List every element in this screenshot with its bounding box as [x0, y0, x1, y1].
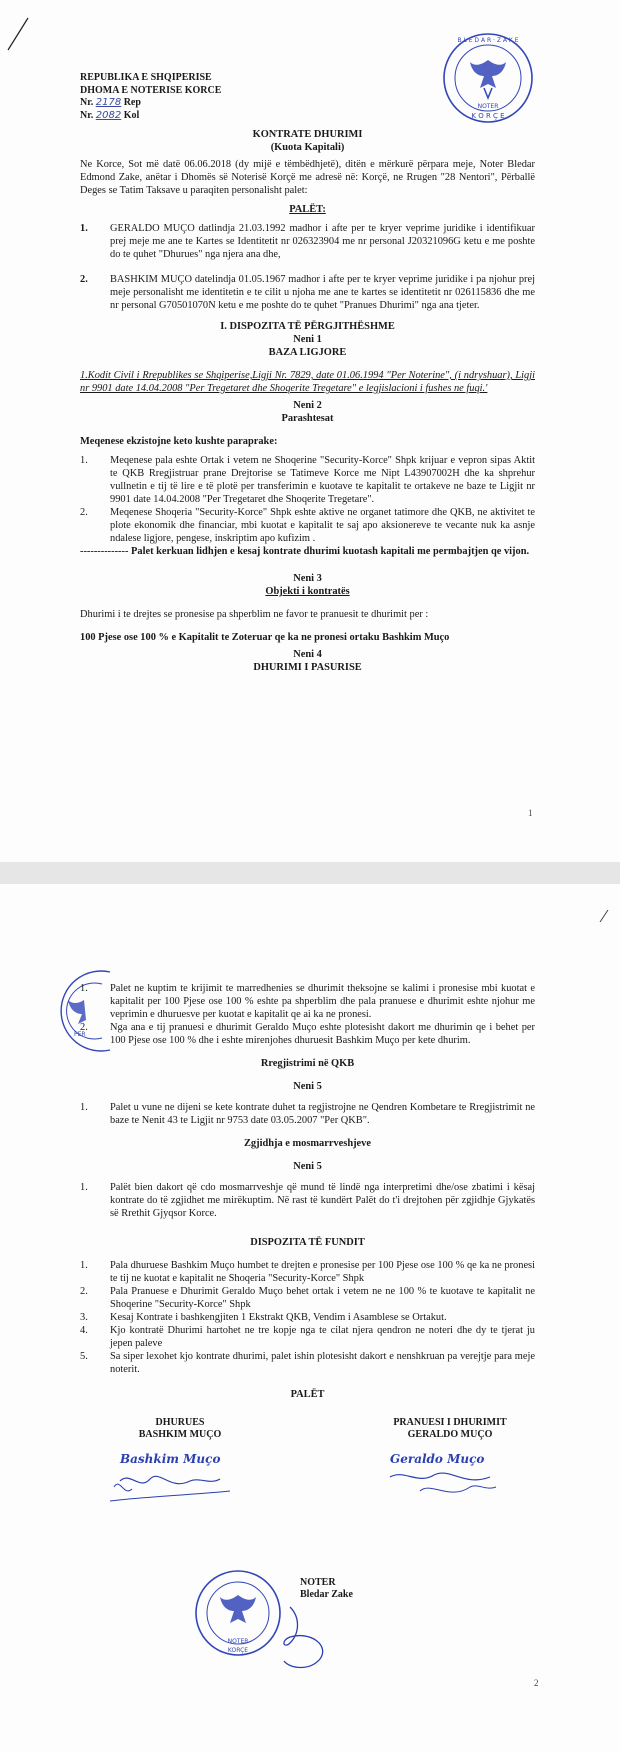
- svg-text:PER: PER: [74, 1031, 86, 1038]
- clause-item: 1. Palet ne kuptim te krijimit te marredhenies se dhurimit theksojne se kalimi i pronesise mbi kuotat e kapitalit per 100 Pjese ose 100 % eshte pa shperblim dhe pala pranuese e dhurimit eshte njohur me veprimin e dhuruesve per kuotat e kapitalit qe ai ka ne pronesi.: [80, 983, 535, 1020]
- conditions-list: [80, 454, 535, 545]
- qkb-text: Palet u vune ne dijeni se kete kontrate duhet ta regjistrojne ne Qendren Kombetare te Rregjistrimit ne baze te Nenit 43 te Ligjit nr 9753 date 03.05.2007 "Per QKB".: [110, 1102, 535, 1126]
- neni-5-b: Neni 5: [293, 1161, 322, 1172]
- donor-role: DHURUES: [155, 1417, 205, 1428]
- donor-name: BASHKIM MUÇO: [138, 1429, 222, 1440]
- parties-list: [80, 222, 535, 312]
- donation-clauses: [80, 982, 535, 1047]
- qkb-list: [80, 1101, 535, 1127]
- document-page-2: [0, 884, 620, 1752]
- header-republic: REPUBLIKA E SHQIPERISE: [80, 72, 212, 83]
- party-1-text: GERALDO MUÇO datlindja 21.03.1992 madhor i afte per te kryer veprime juridike i identifikuar prej meje me ane te Kartes se Identitetit nr 026323904 me nr personal J20321096G ketu e me poshte do te quhet "Dhurues" nga njera ana dhe,: [110, 223, 535, 260]
- svg-text:B L E D A R · Z A K E: B L E D A R · Z A K E: [457, 37, 519, 44]
- intro-paragraph: Ne Korce, Sot më datë 06.06.2018 (dy mijë e tëmbëdhjetë), ditën e mërkurë përpara meje, Noter Bledar Edmond Zake, anëtar i Dhomës së Noterisë Korçë me adresë në: Korçë, ne Rrugen "28 Nentori", Përballë Deges se Tatim Taksave u paraqiten personalisht palet:: [80, 159, 535, 196]
- condition-2-text: Meqenese Shoqeria "Security-Korce" Shpk eshte aktive ne organet tatimore dhe QKB, ne aktivitet te plote ekonomik dhe financiar, mbi kuotat e kapitalit te saj apo aksionereve te vecante nuk ka asnje ndalese ligjore, pengese, inskriptim apo kufizim .: [110, 507, 535, 544]
- notary-name: Bledar Zake: [300, 1589, 353, 1600]
- legal-basis: 1.Kodit Civil i Rrepublikes se Shqiperise,Ligji Nr. 7829, date 01.06.1994 "Per Noterine", (i ndryshuar), Ligji nr 9901 date 14.04.2008 "Per Tregetaret dhe Shoqerite Tregetare" e legjislacioni i fushes ne fuqi.': [80, 370, 535, 394]
- final-item: 3. Kesaj Kontrate i bashkengjiten 1 Ekstrakt QKB, Vendim i Asamblese se Ortakut.: [80, 1312, 447, 1323]
- section-1-heading: I. DISPOZITA TË PËRGJITHËSHME: [220, 321, 395, 332]
- notary-handwritten-signature: [260, 1597, 370, 1677]
- svg-text:K O R Ç E: K O R Ç E: [471, 112, 505, 120]
- party-item: 2. BASHKIM MUÇO datelindja 01.05.1967 madhor i afte per te kryer veprime juridike i pa njohur prej meje personalisht me identitetin e te cilit u njoha me ane te kartes se identitetit nr 026115836 dhe me nr personal G70501070N ketu e me poshte do te quhet "Pranues Dhurimi" nga ana tjeter.: [80, 274, 535, 311]
- final-provisions-heading: DISPOZITA TË FUNDIT: [250, 1237, 365, 1248]
- final-item: 4. Kjo kontratë Dhurimi hartohet ne tre kopje nga te cilat njera qendron ne noteri dhe dy te tjerat ju jepen paleve: [80, 1325, 535, 1349]
- contract-subtitle: (Kuota Kapitali): [270, 142, 345, 153]
- notary-title: NOTER: [300, 1577, 336, 1588]
- neni-4-title: DHURIMI I PASURISE: [253, 662, 362, 673]
- nr-label: Nr.: [80, 97, 94, 108]
- page1-content: [80, 72, 535, 674]
- final-5-text: Sa siper lexohet kjo kontrate dhurimi, palet ishin plotesisht dakort e nenshkruan pa verejtje para meje noterit.: [110, 1351, 535, 1375]
- clause-item: 2. Nga ana e tij pranuesi e dhurimit Geraldo Muço eshte plotesisht dakort me dhurimin qe i behet per 100 Pjese ose 100 % dhe i eshte mirenjohes dhuruesit Bashkim Muço per kete dhurim.: [80, 1022, 535, 1046]
- pen-mark: [596, 906, 616, 926]
- page-gap: [0, 862, 620, 884]
- condition-item: 2. Meqenese Shoqeria "Security-Korce" Shpk eshte aktive ne organet tatimore dhe QKB, ne aktivitet te plote ekonomik dhe financiar, mbi kuotat e kapitalit te saj apo aksionereve te vecante nuk ka asnje ndalese ligjore, pengese, inskriptim apo kufizim .: [80, 507, 535, 544]
- svg-text:Geraldo Muço: Geraldo Muço: [390, 1452, 485, 1466]
- final-provisions-list: [80, 1259, 535, 1376]
- svg-text:NOTER: NOTER: [227, 1638, 249, 1645]
- shares-text: 100 Pjese ose 100 % e Kapitalit te Zoteruar qe ka ne pronesi ortaku Bashkim Muço: [80, 632, 450, 643]
- page2-content: [80, 982, 535, 1654]
- donor-handwritten-signature: [80, 1441, 280, 1511]
- party-2-text: BASHKIM MUÇO datelindja 01.05.1967 madhor i afte per te kryer veprime juridike i pa njohur prej meje personalisht me identitetin e te cilit u njoha me ane te kartes se identitetit nr 026115836 dhe me nr personal G70501070N ketu e me poshte do te quhet "Pranues Dhurimi" nga ana tjeter.: [110, 274, 535, 311]
- disputes-text: Palët bien dakort që cdo mosmarrveshje që mund të lindë nga interpretimi dhe/ose zbatimi i kësaj kontrate do të zgjidhet me mirëkuptim. Në rast të kundërt Palët do t'i drejtohen për zgjidhje Gjykatës së Rrethit Gjyqsor Korce.: [110, 1182, 535, 1219]
- page-number: 1: [528, 808, 533, 818]
- neni-2-title: Parashtesat: [281, 413, 334, 424]
- donation-text: Dhurimi i te drejtes se pronesise pa shperblim ne favor te pranuesit te dhurimit per :: [80, 609, 429, 620]
- qkb-heading: Rregjistrimi në QKB: [260, 1058, 355, 1069]
- final-4-text: Kjo kontratë Dhurimi hartohet ne tre kopje nga te cilat njera qendron ne noteri dhe dy te tjerat ju jepen paleve: [110, 1325, 535, 1349]
- neni-5-a: Neni 5: [293, 1081, 322, 1092]
- disputes-item: 1. Palët bien dakort që cdo mosmarrveshje që mund të lindë nga interpretimi dhe/ose zbatimi i kësaj kontrate do të zgjidhet me mirëkuptim. Në rast të kundërt Palët do t'i drejtohen për zgjidhje Gjykatës së Rrethit Gjyqsor Korce.: [80, 1182, 535, 1219]
- qkb-item: 1. Palet u vune ne dijeni se kete kontrate duhet ta regjistrojne ne Qendren Kombetare te Rregjistrimit ne baze te Nenit 43 te Ligjit nr 9753 date 03.05.2007 "Per QKB".: [80, 1102, 535, 1126]
- recipient-signature: [360, 1417, 540, 1515]
- conditions-heading: Meqenese ekzistojne keto kushte paraprake:: [80, 436, 278, 447]
- condition-1-text: Meqenese pala eshte Ortak i vetem ne Shoqerine "Security-Korce" Shpk krijuar e vepron sipas Aktit te QKB Rregjistruar prane Drejtorise se Tatimeve Korce me Nipt L43907002H dhe ka shprehur vullnetin e tij të lire e të plotë per transferimin e kuotave te kapitalit te ortakeve ne baze te Ligjit nr 9901 date 14.04.2008 "Per Tregetaret dhe Shoqerite Tregetare".: [110, 455, 535, 505]
- final-item: 2. Pala Pranuese e Dhurimit Geraldo Muço behet ortak i vetem ne ne 100 % te kuotave te kapitalit ne Shoqerine "Security-Korce" Shpk: [80, 1286, 535, 1310]
- recipient-role: PRANUESI I DHURIMIT: [393, 1417, 507, 1428]
- recipient-handwritten-signature: [360, 1441, 540, 1511]
- nr-rep-suffix: Rep: [123, 97, 141, 108]
- neni-1: Neni 1: [293, 334, 322, 345]
- contract-title: KONTRATE DHURIMI: [252, 129, 363, 140]
- disputes-heading: Zgjidhja e mosmarrveshjeve: [244, 1138, 371, 1149]
- disputes-list: [80, 1181, 535, 1220]
- clause-1-text: Palet ne kuptim te krijimit te marredhenies se dhurimit theksojne se kalimi i pronesise mbi kuotat e kapitalit per 100 Pjese ose 100 % eshte pa shperblim dhe pala pranuese e dhurimit eshte njohur me veprimin e dhuruesve per kuotat e kapitalit qe ai ka ne pronesi.: [110, 983, 535, 1020]
- nr-rep-value: 2178: [95, 97, 122, 108]
- header-nr-kol: [80, 110, 535, 123]
- clause-2-text: Nga ana e tij pranuesi e dhurimit Geraldo Muço eshte plotesisht dakort me dhurimin qe i behet per 100 Pjese ose 100 % dhe i eshte mirenjohes dhuruesit Bashkim Muço per kete dhurim.: [110, 1022, 535, 1046]
- final-item: 1. Pala dhuruese Bashkim Muço humbet te drejten e pronesise per 100 Pjese ose 100 % qe ka ne pronesi te tij ne kuotat e kapitalit ne Shoqeria "Security-Korce" Shpk: [80, 1260, 535, 1284]
- document-page-1: [0, 0, 620, 862]
- final-1-text: Pala dhuruese Bashkim Muço humbet te drejten e pronesise per 100 Pjese ose 100 % qe ka ne pronesi te tij ne kuotat e kapitalit ne Shoqeria "Security-Korce" Shpk: [110, 1260, 535, 1284]
- neni-3: Neni 3: [293, 573, 322, 584]
- nr-kol-suffix: Kol: [123, 109, 140, 121]
- recipient-name: GERALDO MUÇO: [407, 1429, 493, 1440]
- svg-text:Bashkim Muço: Bashkim Muço: [120, 1452, 221, 1466]
- header-nr-rep: [80, 97, 535, 110]
- pen-mark: [4, 14, 34, 54]
- neni-3-title: Objekti i kontratës: [265, 586, 350, 597]
- svg-text:NOTER: NOTER: [477, 103, 499, 110]
- nr-kol-value: 2082: [95, 109, 122, 121]
- nr-label: Nr.: [80, 109, 94, 121]
- signatures-heading: PALËT: [290, 1389, 325, 1400]
- parties-heading: PALËT:: [289, 204, 326, 215]
- final-2-text: Pala Pranuese e Dhurimit Geraldo Muço behet ortak i vetem ne ne 100 % te kuotave te kapitalit ne Shoqerine "Security-Korce" Shpk: [110, 1286, 535, 1310]
- condition-item: 1. Meqenese pala eshte Ortak i vetem ne Shoqerine "Security-Korce" Shpk krijuar e vepron sipas Aktit te QKB Rregjistruar prane Drejtorise se Tatimeve Korce me Nipt L43907002H dhe ka shprehur vullnetin e tij të lire e të plotë per transferimin e kuotave te kapitalit te ortakeve ne baze te Ligjit nr 9901 date 14.04.2008 "Per Tregetaret dhe Shoqerite Tregetare".: [80, 455, 535, 505]
- header-chamber: DHOMA E NOTERISE KORCE: [80, 84, 222, 96]
- party-item: 1. GERALDO MUÇO datlindja 21.03.1992 madhor i afte per te kryer veprime juridike i identifikuar prej meje me ane te Kartes se Identitetit nr 026323904 me nr personal J20321096G ketu e me poshte do te quhet "Dhurues" nga njera ana dhe,: [80, 223, 535, 260]
- parties-request: -------------- Palet kerkuan lidhjen e kesaj kontrate dhurimi kuotash kapitali me permbajtjen qe vijon.: [80, 546, 530, 557]
- neni-1-title: BAZA LIGJORE: [268, 347, 347, 358]
- final-3-text: Kesaj Kontrate i bashkengjiten 1 Ekstrakt QKB, Vendim i Asamblese se Ortakut.: [110, 1312, 447, 1323]
- neni-4: Neni 4: [293, 649, 322, 660]
- document-header: [80, 72, 535, 122]
- neni-2: Neni 2: [293, 400, 322, 411]
- signature-block: [80, 1417, 535, 1654]
- page-number: 2: [534, 1678, 539, 1688]
- final-item: 5. Sa siper lexohet kjo kontrate dhurimi, palet ishin plotesisht dakort e nenshkruan pa verejtje para meje noterit.: [80, 1351, 535, 1375]
- svg-text:KORÇE: KORÇE: [227, 1647, 249, 1654]
- donor-signature: [80, 1417, 280, 1515]
